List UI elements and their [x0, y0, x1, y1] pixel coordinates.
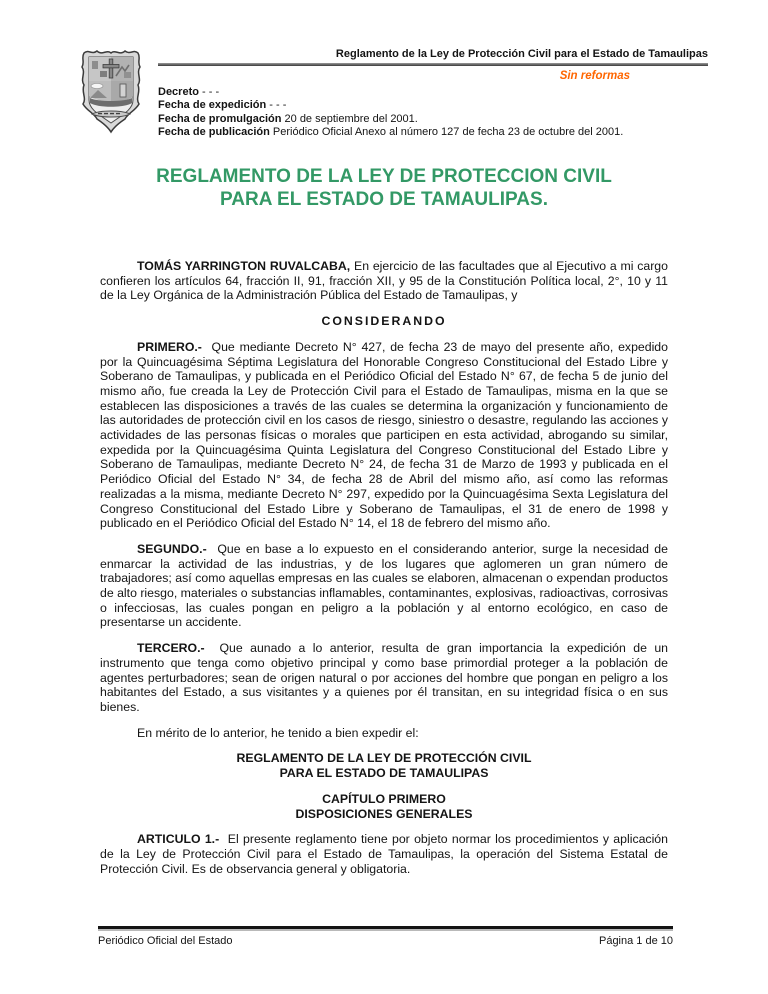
paragraph: PRIMERO.- Que mediante Decreto N° 427, de fecha 23 de mayo del presente año, expedido por la Quincuagésima Séptima Legislatura del Honorable Congreso Constitucional del Estado Libre y Soberano de Tamaulipas, y publicada en el Periódico Oficial del Estado N° 67, de fecha 5 de junio del mismo año, fue creada la Ley de Protección Civil para el Estado de Tamaulipas, misma en la que se establecen las disposiciones a través de las cuales se determina la organización y funcionamiento de las autoridades de protección civil en los casos de riesgo, siniestro o desastre, regulando las acciones y actividades de las personas físicas o morales que participen en esta actividad, abrogando su similar, expedida por la Quincuagésima Quinta Legislatura del Congreso Constitucional del Estado Libre y Soberano de Tamaulipas, mediante Decreto N° 24, de fecha 31 de Marzo de 1993 y publicada en el Periódico Oficial del Estado N° 34, de fecha 28 de Abril del mismo año, así como las reformas realizadas a la misma, mediante Decreto N° 297, expedido por la Quincuagésima Sexta Legislatura del Congreso Constitucional del Estado Libre y Soberano de Tamaulipas, el 31 de enero de 1998 y publicado en el Periódico Oficial del Estado N° 14, el 18 de febrero del mismo año.	[100, 339, 668, 531]
paragraph-lead: TOMÁS YARRINGTON RUVALCABA,	[137, 259, 351, 273]
footer-left-text: Periódico Oficial del Estado	[98, 935, 233, 947]
tamaulipas-coat-of-arms-icon	[78, 48, 144, 136]
header-right	[158, 48, 708, 140]
running-title: Reglamento de la Ley de Protección Civil para el Estado de Tamaulipas	[335, 48, 708, 60]
meta-label: Decreto	[158, 86, 199, 98]
meta-label: Fecha de promulgación	[158, 112, 282, 125]
header-rule	[158, 63, 708, 66]
paragraph: TERCERO.- Que aunado a lo anterior, resulta de gran importancia la expedición de un instrumento que tenga como objetivo principal y como base primordial proteger a la población de agentes perturbadores; sean de origen natural o por acciones del hombre que pongan en peligro a los habitantes del Estado, a sus visitantes y a quienes por él transitan, en su integridad física o en sus bienes.	[100, 641, 668, 714]
section-heading: CAPÍTULO PRIMERO DISPOSICIONES GENERALES	[295, 791, 473, 821]
paragraph: SEGUNDO.- Que en base a lo expuesto en el considerando anterior, surge la necesidad de enmarcar la actividad de las industrias, y de los lugares que aglomeren un gran número de trabajadores; así como aquellas empresas en las cuales se elaboren, almacenan o expendan productos de alto riesgo, materiales o substancias inflamables, contaminantes, explosivas, radioactivas, corrosivas o infecciosas, las cuales pongan en peligro a la población y al entorno ecológico, en caso de presentarse un accidente.	[100, 541, 668, 630]
paragraph-lead: PRIMERO.-	[137, 339, 202, 354]
paragraph: ARTICULO 1.- El presente reglamento tiene por objeto normar los procedimientos y aplicación de la Ley de Protección Civil para el Estado de Tamaulipas, la operación del Sistema Estatal de Protección Civil. Es de observancia general y obligatoria.	[100, 832, 668, 876]
paragraph-lead: TERCERO.-	[137, 641, 205, 656]
paragraph-lead: SEGUNDO.-	[137, 541, 207, 556]
page-title-line2: PARA EL ESTADO DE TAMAULIPAS.	[220, 188, 548, 210]
meta-list	[158, 86, 708, 140]
footer-rule	[98, 926, 673, 929]
meta-line: Decreto - - -	[158, 86, 220, 98]
section-heading: CONSIDERANDO	[321, 314, 447, 329]
status-label: Sin reformas	[559, 70, 630, 82]
footer-page-number: Página 1 de 10	[598, 935, 673, 947]
paragraph: En mérito de lo anterior, he tenido a bien expedir el:	[137, 725, 419, 740]
document-header	[78, 48, 708, 140]
meta-line: Fecha de publicación Periódico Oficial Anexo al número 127 de fecha 23 de octubre del 2001.	[158, 126, 624, 139]
section-heading: REGLAMENTO DE LA LEY DE PROTECCIÓN CIVIL PARA EL ESTADO DE TAMAULIPAS	[236, 751, 532, 781]
page-title	[100, 166, 668, 211]
paragraph: TOMÁS YARRINGTON RUVALCABA, En ejercicio de las facultades que al Ejecutivo a mi cargo confieren los artículos 64, fracción II, 91, fracción XII, y 95 de la Constitución Política local, 2°, 10 y 11 de la Ley Orgánica de la Administración Pública del Estado de Tamaulipas, y	[100, 259, 668, 303]
page-title-line1: REGLAMENTO DE LA LEY DE PROTECCION CIVIL	[156, 166, 612, 187]
document-footer	[98, 926, 673, 947]
meta-line: Fecha de expedición - - -	[158, 99, 287, 112]
meta-label: Fecha de publicación	[158, 126, 270, 139]
paragraph-lead: ARTICULO 1.-	[137, 832, 220, 847]
meta-line: Fecha de promulgación 20 de septiembre del 2001.	[158, 112, 418, 125]
document-body	[100, 259, 668, 887]
meta-label: Fecha de expedición	[158, 99, 267, 112]
